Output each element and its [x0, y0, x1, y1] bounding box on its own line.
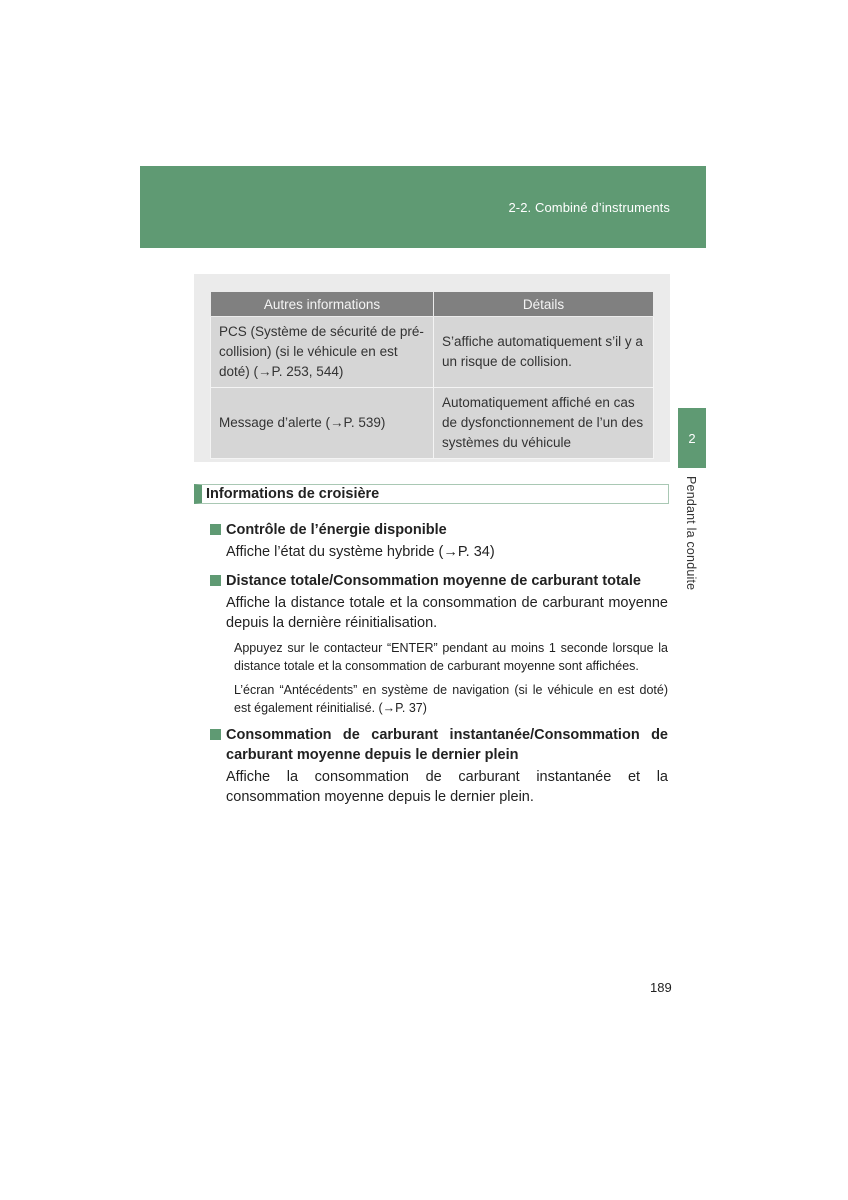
info-table-panel	[194, 274, 670, 462]
item-heading	[210, 520, 668, 540]
table-header-row	[211, 292, 654, 317]
item-note: L’écran “Antécédents” en système de navigation (si le véhicule en est doté) est également réinitialisé. (→P. 37)	[234, 683, 668, 715]
item-note: Appuyez sur le contacteur “ENTER” pendant au moins 1 seconde lorsque la distance totale et la consommation de carburant moyenne sont affichées.	[234, 641, 668, 673]
chapter-number: 2	[688, 430, 696, 446]
square-bullet-icon	[210, 524, 221, 535]
table-header-cell: Autres informations	[211, 292, 434, 317]
section-heading-bar	[194, 484, 669, 504]
table-row	[211, 317, 654, 388]
table-cell: Automatiquement affiché en cas de dysfonctionnement de l’un des systèmes du véhicule	[434, 388, 654, 459]
page-number: 189	[650, 980, 672, 995]
table-row	[211, 388, 654, 459]
info-table	[210, 291, 654, 459]
list-item	[210, 520, 668, 562]
item-heading	[210, 725, 668, 765]
table-cell: S’affiche automatiquement s’il y a un risque de collision.	[434, 317, 654, 388]
item-heading-text: Contrôle de l’énergie disponible	[226, 522, 447, 538]
square-bullet-icon	[210, 729, 221, 740]
square-bullet-icon	[210, 575, 221, 586]
section-breadcrumb: 2-2. Combiné d’instruments	[508, 200, 670, 215]
section-heading: Informations de croisière	[206, 486, 380, 502]
chapter-label: Pendant la conduite	[684, 476, 698, 591]
item-heading	[210, 571, 668, 591]
item-heading-text: Distance totale/Consommation moyenne de carburant totale	[226, 573, 641, 589]
item-body: Affiche l’état du système hybride (→P. 34)	[226, 544, 495, 560]
item-body: Affiche la distance totale et la consommation de carburant moyenne depuis la dernière réinitialisation.	[226, 595, 668, 631]
chapter-tab	[678, 408, 706, 468]
table-cell: PCS (Système de sécurité de pré-collision) (si le véhicule en est doté) (→P. 253, 544)	[211, 317, 434, 388]
list-item	[210, 725, 668, 807]
item-body: Affiche la consommation de carburant instantanée et la consommation moyenne depuis le dernier plein.	[226, 769, 668, 805]
item-heading-text: Consommation de carburant instantanée/Consommation de carburant moyenne depuis le dernier plein	[226, 727, 668, 763]
table-cell: Message d’alerte (→P. 539)	[211, 388, 434, 459]
chapter-header-band	[140, 166, 706, 248]
table-header-cell: Détails	[434, 292, 654, 317]
list-item	[210, 571, 668, 717]
